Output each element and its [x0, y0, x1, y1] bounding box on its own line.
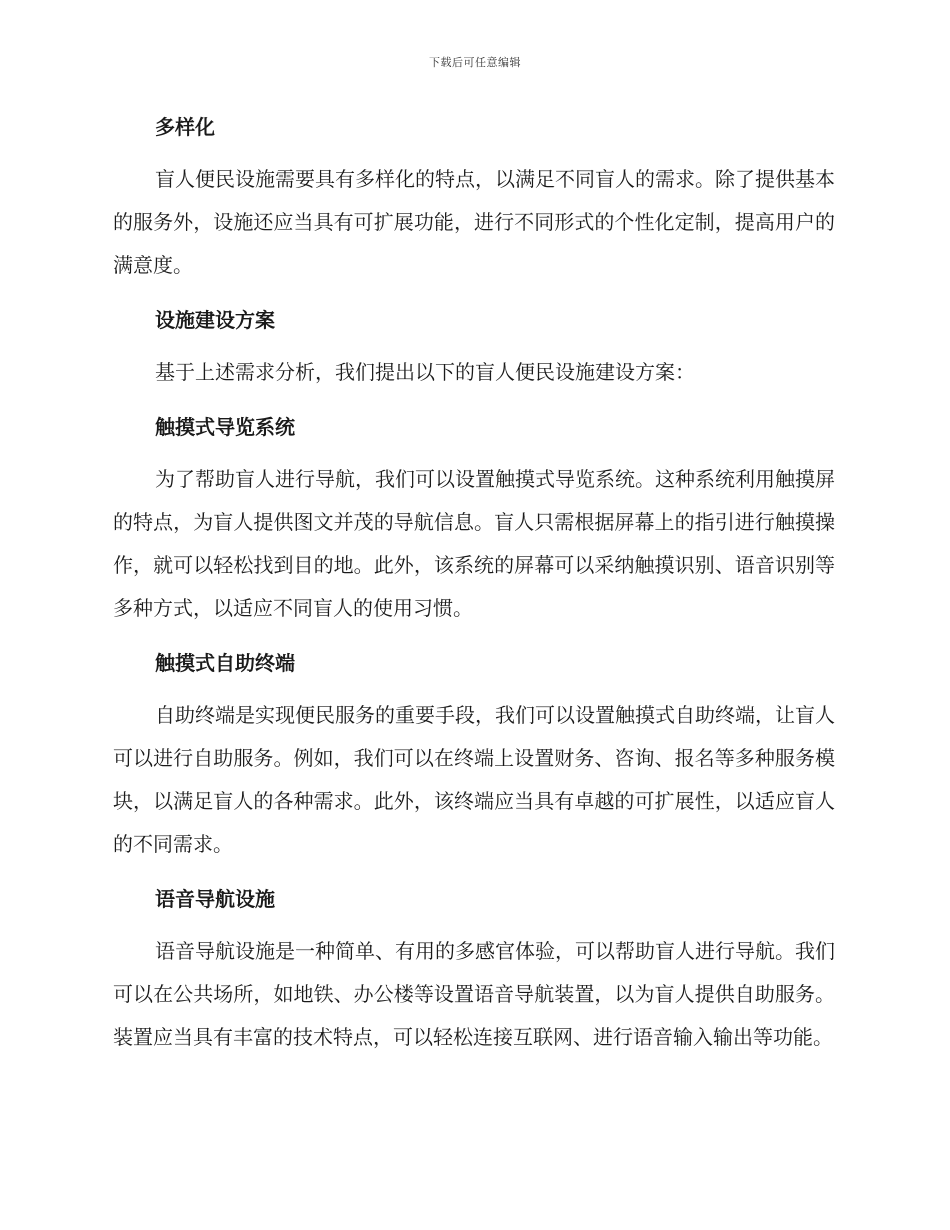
section-paragraph-construction-plan: 基于上述需求分析，我们提出以下的盲人便民设施建设方案：: [155, 360, 695, 384]
section-paragraph-self-service-terminal: 自助终端是实现便民服务的重要手段，我们可以设置触摸式自助终端，让盲人可以进行自助服务。例如，我们可以在终端上设置财务、咨询、报名等多种服务模块，以满足盲人的各种需求。此外，该终端应当具有卓越的可扩展性，以适应盲人的不同需求。: [113, 703, 835, 856]
section-heading-self-service-terminal: 触摸式自助终端: [155, 651, 295, 675]
document-body: [113, 108, 835, 1059]
section-heading-diversification: 多样化: [155, 115, 215, 139]
section-heading-voice-navigation: 语音导航设施: [155, 887, 275, 911]
section-paragraph-voice-navigation: 语音导航设施是一种简单、有用的多感官体验，可以帮助盲人进行导航。我们可以在公共场所，如地铁、办公楼等设置语音导航装置，以为盲人提供自助服务。装置应当具有丰富的技术特点，可以轻松连接互联网、进行语音输入输出等功能。: [113, 939, 835, 1049]
page-header: 下载后可任意编辑: [429, 56, 521, 69]
section-heading-touch-guide-system: 触摸式导览系统: [155, 415, 295, 439]
section-paragraph-touch-guide-system: 为了帮助盲人进行导航，我们可以设置触摸式导览系统。这种系统利用触摸屏的特点，为盲人提供图文并茂的导航信息。盲人只需根据屏幕上的指引进行触摸操作，就可以轻松找到目的地。此外，该系统的屏幕可以采纳触摸识别、语音识别等多种方式，以适应不同盲人的使用习惯。: [113, 467, 835, 620]
section-heading-construction-plan: 设施建设方案: [155, 308, 275, 332]
section-paragraph-diversification: 盲人便民设施需要具有多样化的特点，以满足不同盲人的需求。除了提供基本的服务外，设施还应当具有可扩展功能，进行不同形式的个性化定制，提高用户的满意度。: [113, 167, 835, 277]
